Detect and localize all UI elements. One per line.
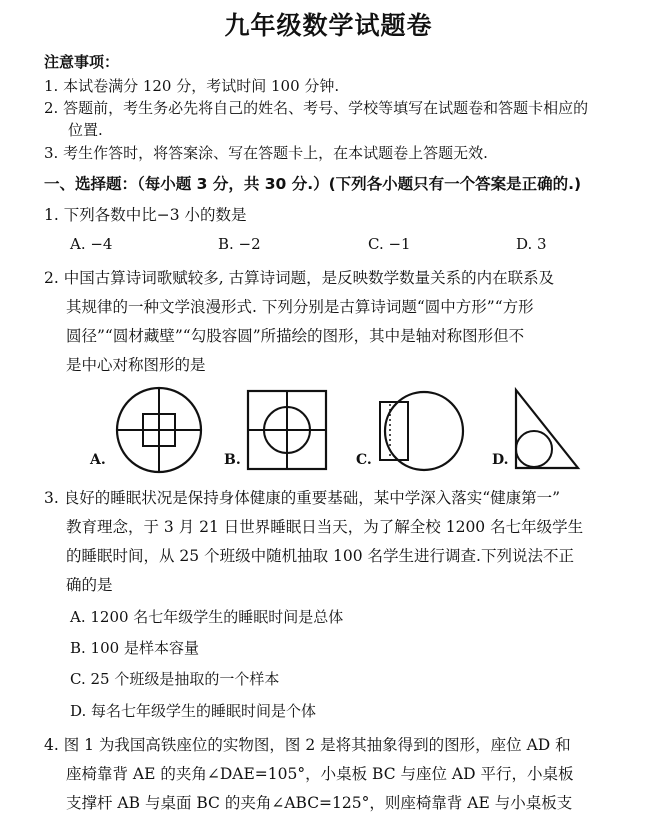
- figure-a-circle-with-square: [113, 384, 205, 476]
- figure-c-label: C.: [356, 452, 372, 468]
- question-2-line-2: 其规律的一种文学浪漫形式. 下列分别是古算诗词题“圆中方形”“方形: [66, 298, 534, 316]
- figure-c-circle-with-rectangle: [376, 390, 468, 472]
- note-item-1: 1. 本试卷满分 120 分，考试时间 100 分钟.: [44, 77, 340, 95]
- figure-b-square-with-circle: [246, 389, 328, 471]
- q3-option-c: C. 25 个班级是抽取的一个样本: [70, 670, 280, 688]
- question-2-line-4: 是中心对称图形的是: [66, 356, 206, 374]
- question-3-line-3: 的睡眠时间，从 25 个班级中随机抽取 100 名学生进行调查.下列说法不正: [66, 547, 574, 565]
- q1-option-d: D. 3: [516, 235, 547, 253]
- note-item-3: 3. 考生作答时，将答案涂、写在答题卡上，在本试题卷上答题无效.: [44, 144, 488, 162]
- question-2-line-3: 圆径”“圆材藏壁”“勾股容圆”所描绘的图形，其中是轴对称图形但不: [66, 327, 525, 345]
- figure-b-label: B.: [224, 452, 241, 468]
- figure-d-label: D.: [492, 452, 509, 468]
- note-item-2-cont: 位置.: [68, 121, 103, 139]
- notes-heading: 注意事项：: [44, 53, 120, 71]
- note-item-2: 2. 答题前，考生务必先将自己的姓名、考号、学校等填写在试题卷和答题卡相应的: [44, 99, 589, 117]
- figure-d-triangle-with-circle: [512, 386, 582, 472]
- q3-option-b: B. 100 是样本容量: [70, 639, 199, 657]
- question-4-line-1: 4. 图 1 为我国高铁座位的实物图，图 2 是将其抽象得到的图形，座位 AD 和: [44, 736, 571, 754]
- question-2-line-1: 2. 中国古算诗词歌赋较多, 古算诗词题，是反映数学数量关系的内在联系及: [44, 269, 555, 287]
- question-4-line-3: 支撑杆 AB 与桌面 BC 的夹角∠ABC=125°，则座椅靠背 AE 与小桌板支: [66, 794, 573, 812]
- section-heading: 一、选择题：（每小题 3 分，共 30 分.）(下列各小题只有一个答案是正确的.): [44, 175, 582, 193]
- question-4-line-2: 座椅靠背 AE 的夹角∠DAE=105°，小桌板 BC 与座位 AD 平行，小桌板: [66, 765, 574, 783]
- question-1-stem: 1. 下列各数中比−3 小的数是: [44, 206, 247, 224]
- q3-option-a: A. 1200 名七年级学生的睡眠时间是总体: [70, 608, 344, 626]
- question-3-line-2: 教育理念，于 3 月 21 日世界睡眠日当天，为了解全校 1200 名七年级学生: [66, 518, 584, 536]
- question-3-line-4: 确的是: [66, 576, 113, 594]
- question-3-line-1: 3. 良好的睡眠状况是保持身体健康的重要基础，某中学深入落实“健康第一”: [44, 489, 561, 507]
- page-title: 九年级数学试题卷: [224, 11, 433, 40]
- figure-a-label: A.: [90, 452, 106, 468]
- q3-option-d: D. 每名七年级学生的睡眠时间是个体: [70, 702, 317, 720]
- q1-option-c: C. −1: [368, 235, 411, 253]
- q1-option-b: B. −2: [218, 235, 261, 253]
- q1-option-a: A. −4: [70, 235, 113, 253]
